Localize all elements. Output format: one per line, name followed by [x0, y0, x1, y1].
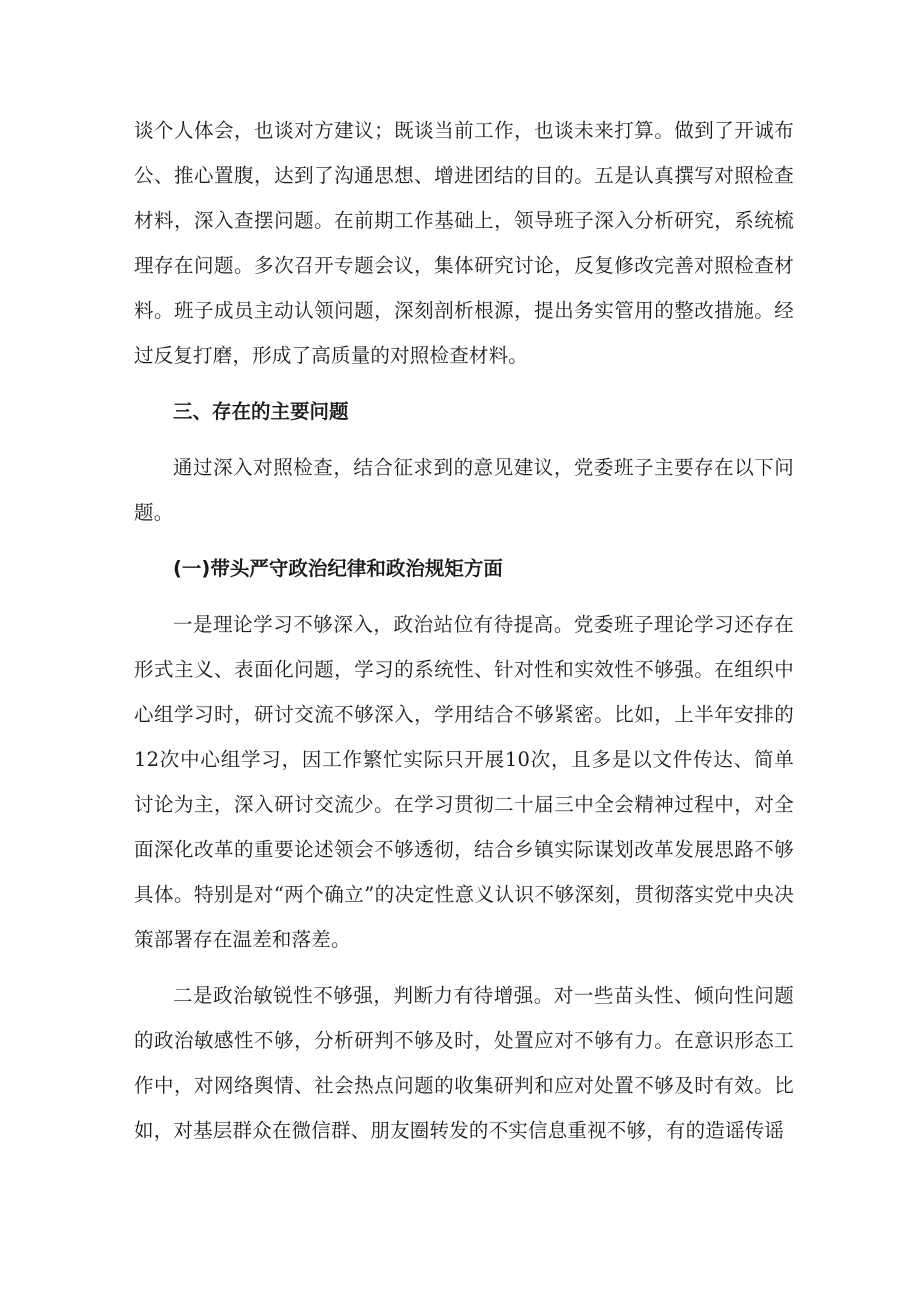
- paragraph-theory-study: 一是理论学习不够深入，政治站位有待提高。党委班子理论学习还存在形式主义、表面化问题，学习的系统性、针对性和实效性不够强。在组织中心组学习时，研讨交流不够深入，学用结合不够紧密。比如，上半年安排的12次中心组学习，因工作繁忙实际只开展10次，且多是以文件传达、简单讨论为主，深入研讨交流少。在学习贯彻二十届三中全会精神过程中，对全面深化改革的重要论述领会不够透彻，结合乡镇实际谋划改革发展思路不够具体。特别是对“两个确立”的决定性意义认识不够深刻，贯彻落实党中央决策部署存在温差和落差。: [134, 613, 794, 951]
- paragraph-intro-problems: 通过深入对照检查，结合征求到的意见建议，党委班子主要存在以下问题。: [134, 456, 794, 524]
- subsection-heading-political-discipline: (一)带头严守政治纪律和政治规矩方面: [173, 557, 503, 580]
- paragraph-continued: 谈个人体会，也谈对方建议；既谈当前工作，也谈未来打算。做到了开诚布公、推心置腹，达到了沟通思想、增进团结的目的。五是认真撰写对照检查材料，深入查摆问题。在前期工作基础上，领导班子深入分析研究，系统梳理存在问题。多次召开专题会议，集体研究讨论，反复修改完善对照检查材料。班子成员主动认领问题，深刻剖析根源，提出务实管用的整改措施。经过反复打磨，形成了高质量的对照检查材料。: [134, 119, 794, 367]
- paragraph-political-sensitivity: 二是政治敏锐性不够强，判断力有待增强。对一些苗头性、倾向性问题的政治敏感性不够，分析研判不够及时，处置应对不够有力。在意识形态工作中，对网络舆情、社会热点问题的收集研判和应对处置不够及时有效。比如，对基层群众在微信群、朋友圈转发的不实信息重视不够，有的造谣传谣: [134, 984, 794, 1142]
- section-heading-main-problems: 三、存在的主要问题: [173, 400, 349, 423]
- document-body: [134, 108, 794, 1153]
